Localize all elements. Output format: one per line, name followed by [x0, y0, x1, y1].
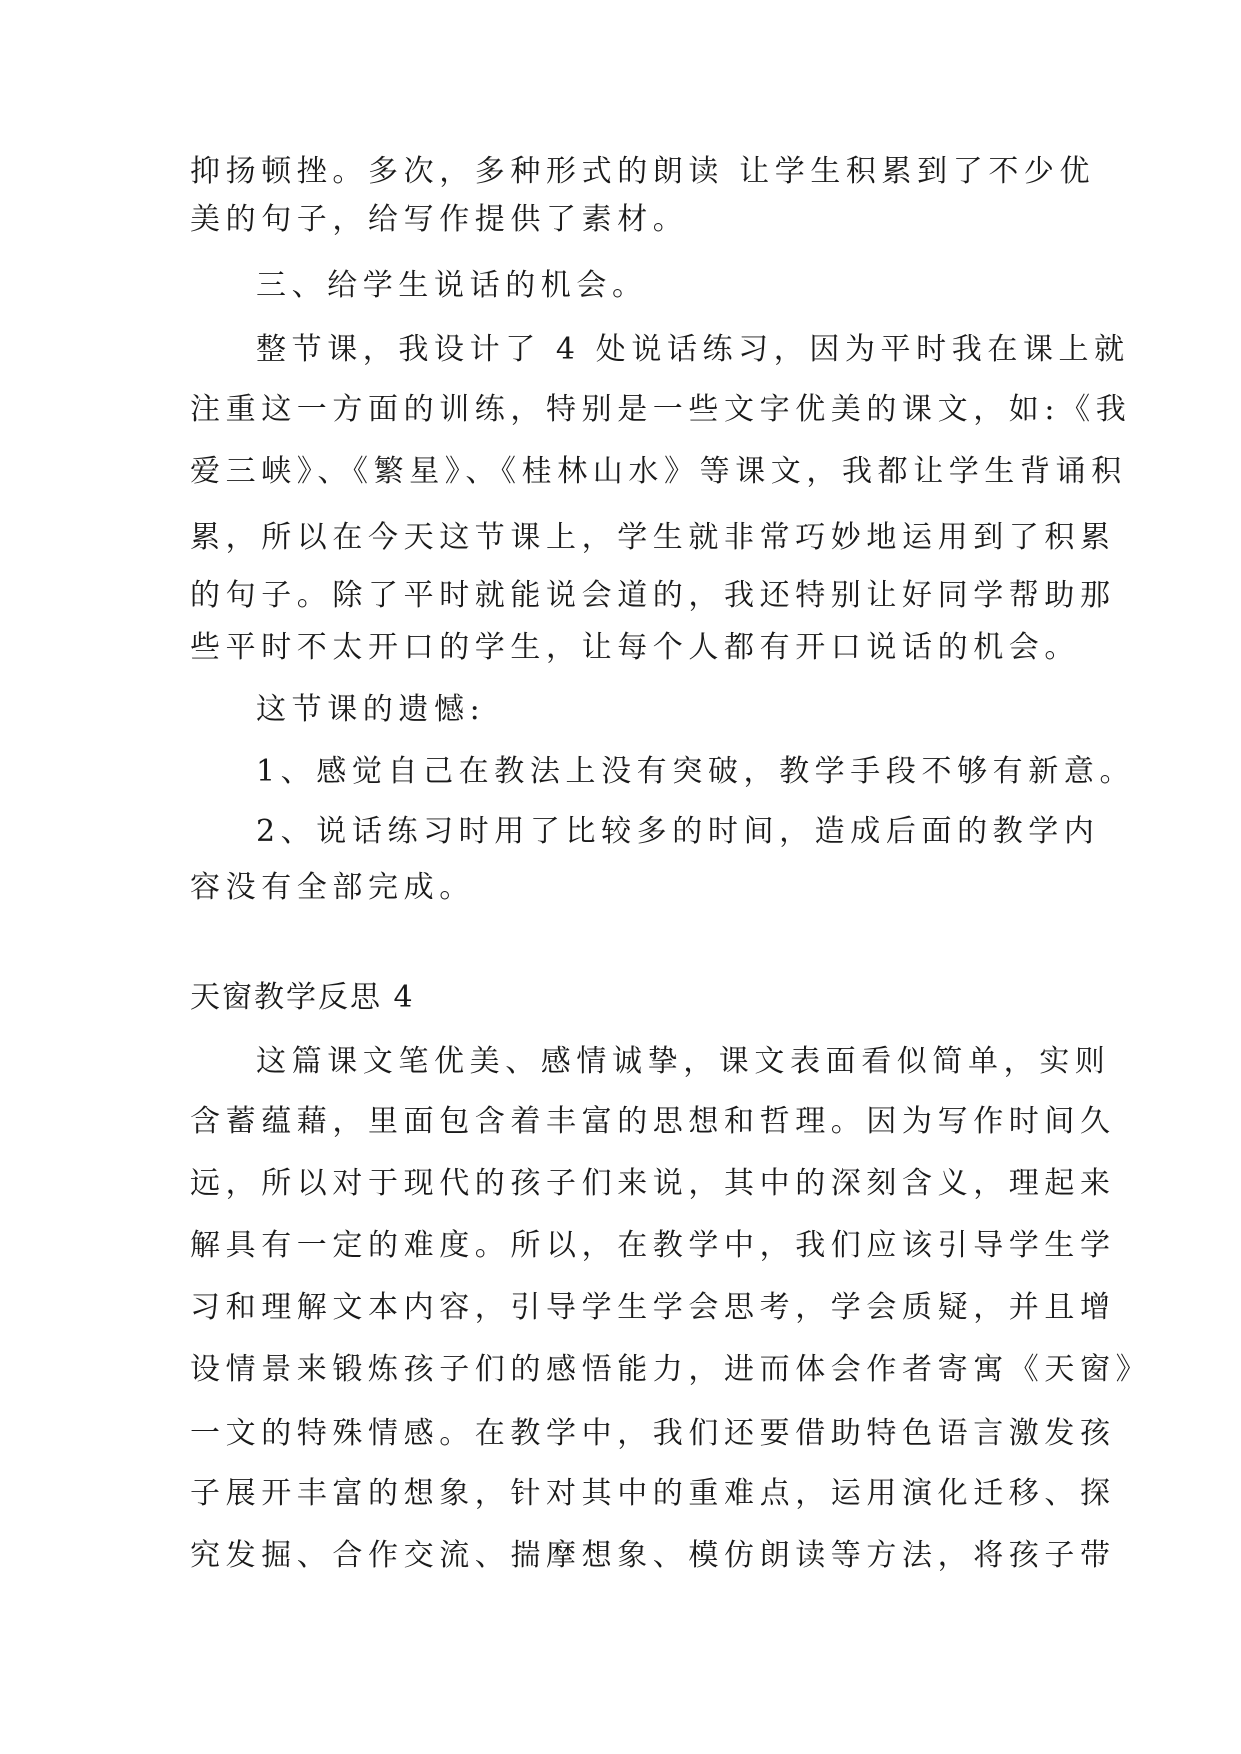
paragraph-line: 究发掘、合作交流、揣摩想象、模仿朗读等方法，将孩子带	[190, 1538, 1116, 1573]
regrets-heading: 这节课的遗憾:	[256, 692, 486, 727]
paragraph-line: 注重这一方面的训练，特别是一些文字优美的课文，如:《我	[190, 392, 1132, 427]
paragraph-line: 含蓄蕴藉，里面包含着丰富的思想和哲理。因为写作时间久	[190, 1104, 1116, 1139]
section-title: 天窗教学反思 4	[190, 980, 415, 1015]
paragraph-line: 美的句子，给写作提供了素材。	[190, 202, 689, 237]
paragraph-line: 习和理解文本内容，引导学生学会思考，学会质疑，并且增	[190, 1290, 1116, 1325]
paragraph-line: 一文的特殊情感。在教学中，我们还要借助特色语言激发孩	[190, 1416, 1116, 1451]
paragraph-line: 累，所以在今天这节课上，学生就非常巧妙地运用到了积累	[190, 520, 1116, 555]
paragraph-line: 远，所以对于现代的孩子们来说，其中的深刻含义，理起来	[190, 1166, 1116, 1201]
paragraph-line: 这篇课文笔优美、感情诚挚，课文表面看似简单，实则	[256, 1044, 1111, 1079]
regret-item-2: 2、说话练习时用了比较多的时间，造成后面的教学内	[256, 814, 1100, 849]
regret-item-1: 1、感觉自己在教法上没有突破，教学手段不够有新意。	[256, 754, 1136, 789]
paragraph-line: 设情景来锻炼孩子们的感悟能力，进而体会作者寄寓《天窗》	[190, 1352, 1152, 1387]
paragraph-line: 子展开丰富的想象，针对其中的重难点，运用演化迁移、探	[190, 1476, 1116, 1511]
paragraph-line: 解具有一定的难度。所以，在教学中，我们应该引导学生学	[190, 1228, 1116, 1263]
point-heading: 三、给学生说话的机会。	[256, 268, 648, 303]
paragraph-line: 抑扬顿挫。多次，多种形式的朗读 让学生积累到了不少优	[190, 154, 1096, 189]
paragraph-line: 爱三峡》、《繁星》、《桂林山水》等课文，我都让学生背诵积	[190, 454, 1127, 489]
paragraph-line: 容没有全部完成。	[190, 870, 475, 905]
paragraph-line: 整节课，我设计了 4 处说话练习，因为平时我在课上就	[256, 332, 1130, 367]
paragraph-line: 些平时不太开口的学生，让每个人都有开口说话的机会。	[190, 630, 1080, 665]
paragraph-line: 的句子。除了平时就能说会道的，我还特别让好同学帮助那	[190, 578, 1116, 613]
